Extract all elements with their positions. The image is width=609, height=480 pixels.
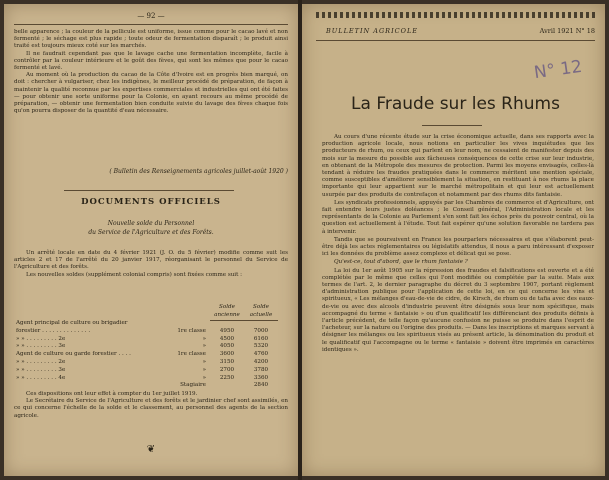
col-header-ancienne: Solde ancienne xyxy=(210,304,244,320)
source-citation: ( Bulletin des Renseignements agricoles juillet-août 1920 ) xyxy=(109,168,288,175)
article-paragraph: Les syndicats professionnels, appuyés par les Chambres de commerce et d'Agriculture, ont fait entendre leurs justes doléances ; le Conseil général, l'Administration locale et les représentants de la Colonie au Parlement s'en sont fait les échos près du pouvoir central, où la question est actuellement à l'étude. Tout fait espérer qu'une solution favorable ne tardera pas à intervenir. xyxy=(322,199,594,235)
row-solde-ancienne: 3600 xyxy=(219,351,235,358)
row-grade xyxy=(166,320,210,328)
salary-table xyxy=(16,304,278,390)
row-label: forestier . . . . . . . . . . . . . . xyxy=(16,327,91,334)
table-row xyxy=(16,320,278,328)
table-row xyxy=(16,382,278,390)
closing-paragraph: Ces dispositions ont leur effet à compter du 1er juillet 1919. xyxy=(26,391,198,397)
row-grade: » xyxy=(202,366,206,373)
article-paragraph: La loi du 1er août 1905 sur la répression des fraudes et falsifications est ouverte et a été complétée par le même que celles qui l'ont modifiée ou complétée par la suite. Mais aux termes de l'art. 2, le dernier paragraphe du décret du 3 septembre 1907, portant règlement d'administration publique pour l'application de cette loi, en ce qui concerne les vins et spiritueux, « Les mélanges d'eau-de-vie de cidre, de Kirsch, de rhum ou de tafia avec des eaux-de-vie ou avec des alcools d'industrie peuvent être désignés sous leur nom spécifique, mais accompagné du terme « fantaisie » ou d'un qualificatif les différenciant des produits définis à l'article précédent, de telle façon qu'aucune confusion ne puisse se produire dans l'esprit de l'acheteur, sur la nature ou l'origine des produits. — Dans les inscriptions et marques servant à désigner les mélanges ou les spiritueux visés au présent article, la dénomination du produit et le qualificatif qui l'accompagne ou le terme « fantaisie » doivent être imprimés en caractères identiques ». xyxy=(322,267,594,353)
table-row xyxy=(16,351,278,359)
decree-paragraph: Un arrêté locale en date du 4 février 1921 (J. O. du 5 février) modifie comme suit les articles 2 et 17 de l'arrêté du 20 janvier 1917, réorganisant le personnel du Service de l'Agriculture et des forêts. xyxy=(14,250,288,271)
col-header-actuelle: Solde actuelle xyxy=(244,304,278,320)
row-solde-actuelle: 5320 xyxy=(253,343,269,350)
article-paragraph: Au cours d'une récente étude sur la crise économique actuelle, dans ses rapports avec la production agricole locale, nous notions en particulier les vives inquiétudes que les producteurs de rhum, ou ceux qui parlent en leur nom, ne cessaient de manifester depuis des mois sur la mesure du possible aux fâcheuses conséquences de cette crise sur leur industrie, en obtenant de la Métropole des mesures de protection. Parmi les moyens envisagés, celles-là tendant à réduire les fraudes pratiquées dans le commerce méritent une mention spéciale, comme susceptibles d'améliorer sensiblement la situation, en restituant à nos rhums la place importante qui leur appartient sur le marché métropolitain et qui leur est actuellement usurpée par des produits de contrefaçon et notamment par des rhums dits fantaisie. xyxy=(322,134,594,198)
article-title: La Fraude sur les Rhums xyxy=(351,94,560,114)
row-label: » » . . . . . . . . . 3e xyxy=(16,343,66,350)
decree-paragraph: Les nouvelles soldes (supplément colonial compris) sont fixées comme suit : xyxy=(26,271,243,278)
right-page xyxy=(302,4,605,476)
table-row xyxy=(16,375,278,383)
header-rule xyxy=(14,24,288,25)
fleuron-ornament: ❦ xyxy=(146,444,156,455)
table-row xyxy=(16,343,278,351)
row-solde-actuelle xyxy=(244,320,278,328)
row-grade: » xyxy=(202,374,206,381)
row-solde-actuelle: 7000 xyxy=(253,327,269,334)
row-solde-actuelle: 6160 xyxy=(253,335,269,342)
table-row xyxy=(16,328,278,336)
section-title: DOCUMENTS OFFICIELS xyxy=(81,197,221,207)
row-grade: 1re classe xyxy=(177,327,206,334)
row-solde-ancienne xyxy=(210,320,244,328)
row-label: » » . . . . . . . . . 3e xyxy=(16,366,66,373)
row-label xyxy=(16,382,166,390)
row-solde-ancienne: 4050 xyxy=(219,343,235,350)
row-solde-actuelle: 4200 xyxy=(253,359,269,366)
header-rule xyxy=(316,40,595,41)
closing-text xyxy=(14,391,288,420)
handwritten-note: N° 12 xyxy=(532,56,584,84)
decorative-border xyxy=(316,12,595,18)
intro-text xyxy=(14,29,288,115)
section-subtitle-2: du Service de l'Agriculture et des Forêts. xyxy=(88,229,214,236)
row-label: » » . . . . . . . . . 2e xyxy=(16,359,66,366)
row-solde-ancienne: 2250 xyxy=(219,374,235,381)
closing-paragraph: Le Secrétaire du Service de l'Agriculture et des forêts et le jardinier chef sont assimilés, en ce qui concerne l'échelle de la solde et le classement, au personnel des agents de la section agricole. xyxy=(14,398,288,419)
article-body xyxy=(322,134,594,355)
row-label: Agent de culture ou garde forestier . . . . xyxy=(16,351,131,358)
decree-text xyxy=(14,250,288,279)
page-number: — 92 — xyxy=(137,12,165,20)
row-grade: Stagiaire xyxy=(180,382,206,389)
intro-paragraph: Il ne faudrait cependant pas que le lavage cache une fermentation incomplète, facile à contrôler par la couleur intérieure et le goût des fèves, qui sont les mêmes que pour le cacao fermenté et lavé. xyxy=(14,50,288,72)
row-solde-ancienne: 2700 xyxy=(219,366,235,373)
row-solde-ancienne: 3150 xyxy=(219,359,235,366)
row-solde-ancienne xyxy=(210,382,244,390)
title-rule xyxy=(422,125,482,126)
row-solde-actuelle: 3780 xyxy=(253,366,269,373)
left-page xyxy=(4,4,298,476)
row-grade: » xyxy=(202,359,206,366)
article-paragraph: Tandis que se poursuivent en France les pourparlers nécessaires et que s'élaborent peut-être déjà les actes réglementaires ou législatifs attendus, il nous a paru intéressant d'exposer ici les données du problème assez complexe et délicat qui se pose. xyxy=(322,236,594,258)
row-label: » » . . . . . . . . . 4e xyxy=(16,374,66,381)
row-solde-actuelle: 2840 xyxy=(253,382,269,389)
table-row xyxy=(16,336,278,344)
row-grade: » xyxy=(202,343,206,350)
table-row xyxy=(16,367,278,375)
row-solde-actuelle: 3360 xyxy=(253,374,269,381)
row-solde-ancienne: 4500 xyxy=(219,335,235,342)
row-label: Agent principal de culture ou brigadier xyxy=(16,320,128,327)
row-grade: » xyxy=(202,335,206,342)
article-question: Qu'est-ce, tout d'abord, que le rhum fantaisie ? xyxy=(334,259,468,266)
row-solde-ancienne: 4950 xyxy=(219,327,235,334)
intro-paragraph: belle apparence ; la couleur de la pellicule est uniforme, issue comme pour le cacao lavé et non fermenté ; le séchage est plus rapide ; toute odeur de fermentation disparaît ; le produit ainsi traité est toujours mieux coté sur les marchés. xyxy=(14,29,288,50)
row-solde-actuelle: 4760 xyxy=(253,351,269,358)
header-journal-title: BULLETIN AGRICOLE xyxy=(326,27,419,35)
section-rule xyxy=(64,190,234,191)
section-subtitle-1: Nouvelle solde du Personnel xyxy=(107,220,195,227)
header-issue: Avril 1921 N° 18 xyxy=(539,27,595,35)
row-grade: 1re classe xyxy=(177,351,206,358)
table-row xyxy=(16,359,278,367)
row-label: » » . . . . . . . . . 2e xyxy=(16,335,66,342)
intro-paragraph: Au moment où la production du cacao de la Côte d'Ivoire est en progrès bien marqué, on doit : chercher à vulgariser, chez les indigènes, le meilleur procédé de préparation, de façon à maintenir la qualité reconnue par les expertises commerciales et industrielles qui ont été faites — pour obtenir une sorte uniforme pour la Colonie, en ayant recours au même procédé de préparation, — obtenir une fermentation bien conduite suivie du lavage des fèves chaque fois qu'on pourra disposer de la quantité d'eau nécessaire. xyxy=(14,72,288,115)
